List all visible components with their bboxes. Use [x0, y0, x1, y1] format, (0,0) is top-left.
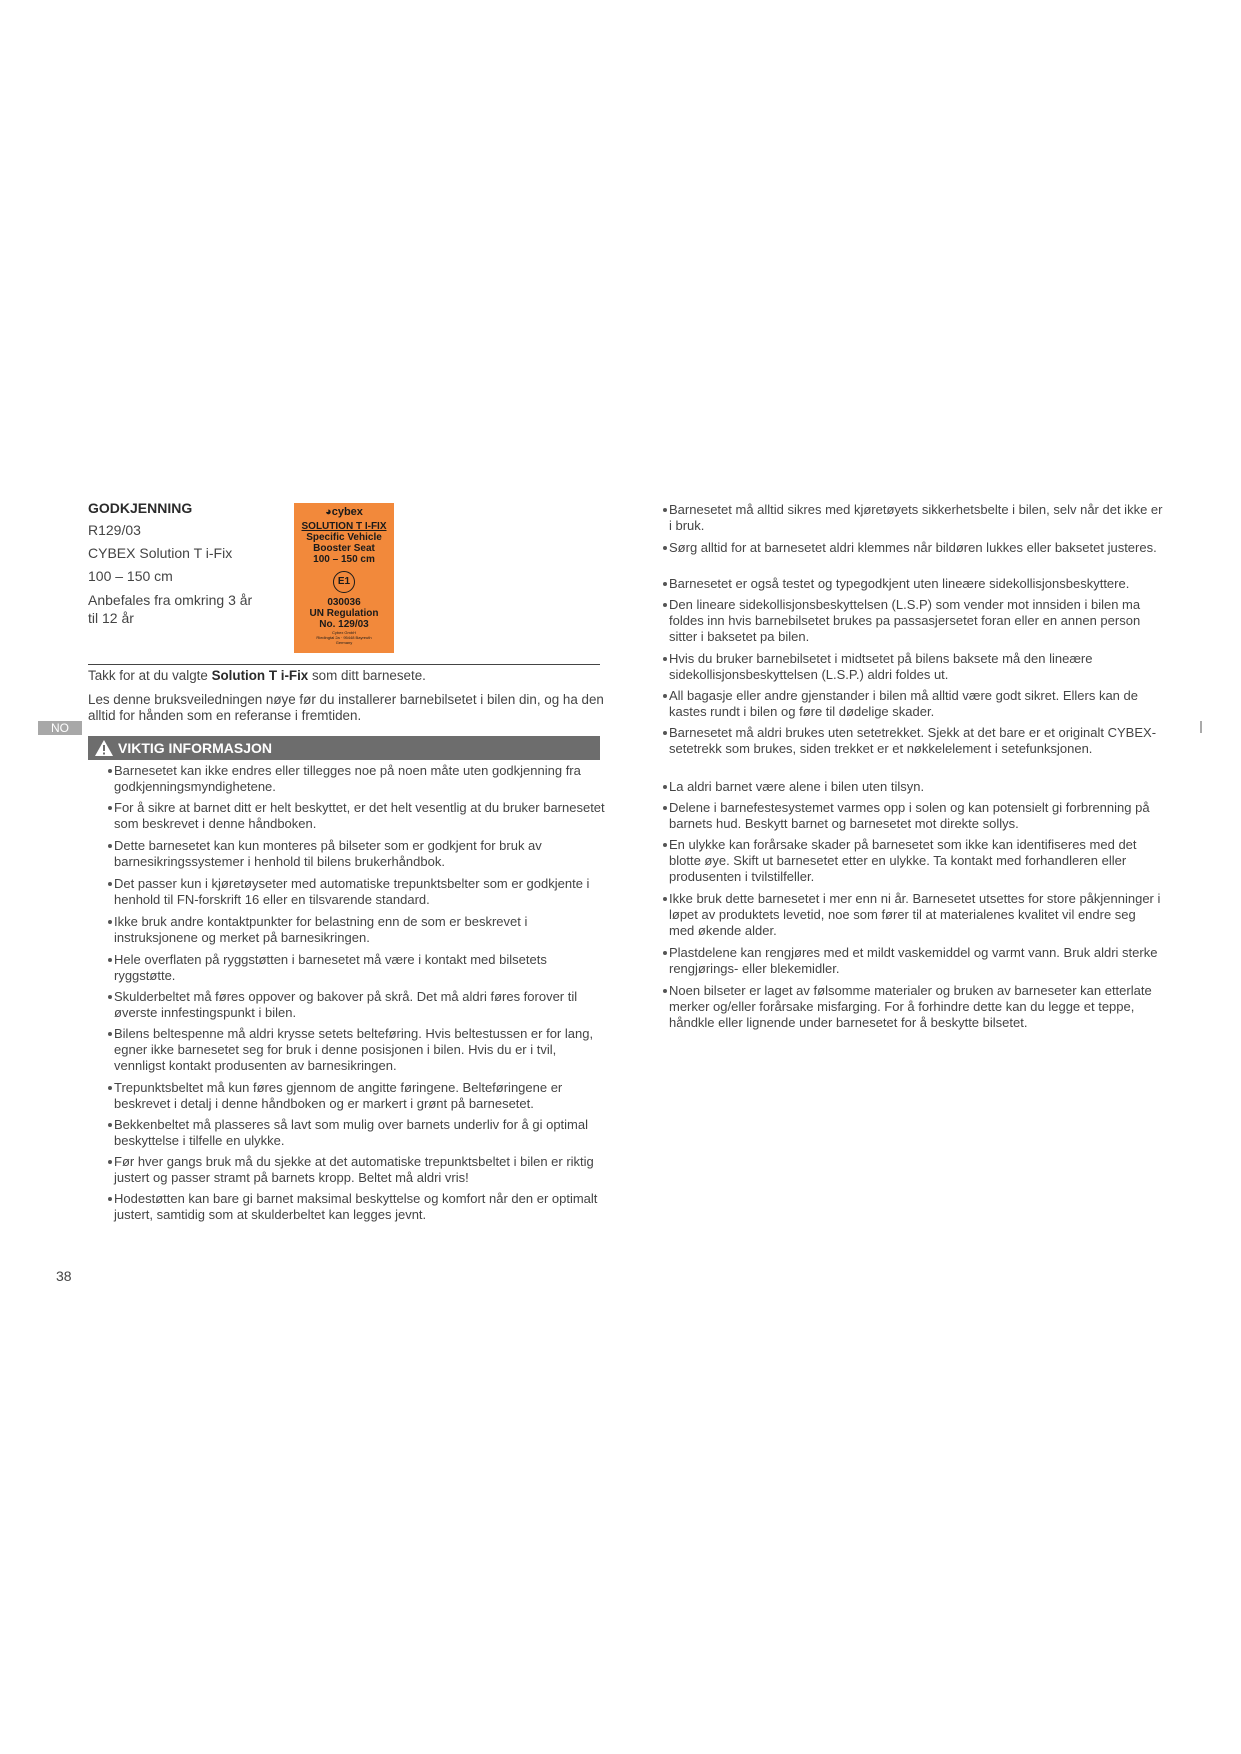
list-item: Plastdelene kan rengjøres med et mildt vaskemiddel og varmt vann. Bruk aldri sterke rengjørings- eller blekemidler. — [663, 945, 1163, 977]
label-line2: Booster Seat — [313, 543, 375, 554]
intro-product-name: Solution T i-Fix — [211, 668, 309, 683]
intro-thanks-suffix: som ditt barnesete. — [308, 668, 426, 683]
list-item: Den lineare sidekollisjonsbeskyttelsen (L.S.P) som vender mot innsiden i bilen ma foldes inn hvis barnebilsetet brukes pa passasjersetet foran eller en annen person sitter i baksetet pa bilen. — [663, 597, 1163, 645]
list-item: Ikke bruk dette barnesetet i mer enn ni år. Barnesetet utsettes for store påkjenninger i løpet av produktets levetid, noe som fører til at materialenes kvalitet vil endre seg med økende alder. — [663, 891, 1163, 939]
list-item: Hvis du bruker barnebilsetet i midtsetet på bilens baksete må den lineære sidekollisjonsbeskyttelsen (L.S.P.) aldri foldes ut. — [663, 651, 1163, 683]
label-regulation-line1: UN Regulation — [309, 608, 379, 619]
list-item: Barnesetet kan ikke endres eller tillegges noe på noen måte uten godkjenning fra godkjenningsmyndighetene. — [108, 763, 608, 795]
list-item: Bilens beltespenne må aldri krysse setets belteføring. Hvis beltestussen er for lang, egner ikke barnesetet seg for bruk i denne posisjonen i bilen. Hvis du er i tvil, vennligst kontakt produsenten av barnesikringen. — [108, 1026, 608, 1074]
list-item: Barnesetet er også testet og typegodkjent uten lineære sidekollisjonsbeskyttere. — [663, 576, 1163, 592]
e1-approval-mark: E1 — [333, 571, 355, 593]
label-regulation-line2: No. 129/03 — [319, 619, 369, 630]
intro-thanks — [88, 668, 608, 684]
warning-triangle-icon — [94, 739, 114, 764]
approval-recommended-age: Anbefales fra omkring 3 år til 12 år — [88, 592, 253, 626]
intro-thanks-prefix: Takk for at du valgte — [88, 668, 212, 683]
list-item: Delene i barnefestesystemet varmes opp i solen og kan potensielt gi forbrenning på barnets hud. Beskytt barnet og barnesetet mot direkte sollys. — [663, 800, 1163, 832]
intro-read-instructions: Les denne bruksveiledningen nøye før du installerer barnebilsetet i bilen din, og ha den alltid for hånden som en referanse i fremtiden. — [88, 692, 604, 723]
label-fine-print-1: Cybex GmbH — [331, 630, 356, 635]
language-tab: NO — [38, 721, 82, 735]
list-item: All bagasje eller andre gjenstander i bilen må alltid være godt sikret. Ellers kan de kastes rundt i bilen og føre til dødelige skader. — [663, 688, 1163, 720]
list-item: Før hver gangs bruk må du sjekke at det automatiske trepunktsbeltet i bilen er riktig justert og passer stramt på barnets kropp. Beltet må aldri vris! — [108, 1154, 608, 1186]
edge-marker — [1200, 721, 1202, 733]
list-item: Barnesetet må aldri brukes uten setetrekket. Sjekk at det bare er et originalt CYBEX-setetrekk som brukes, siden trekket er et nøkkelelement i setefunksjonen. — [663, 725, 1163, 757]
label-fine-print-3: Germany — [335, 640, 353, 645]
list-item: Bekkenbeltet må plasseres så lavt som mulig over barnets underliv for å gi optimal beskyttelse i tilfelle en ulykke. — [108, 1117, 608, 1149]
list-item: Dette barnesetet kan kun monteres på bilseter som er godkjent for bruk av barnesikringssystemer i henhold til bilens brukerhåndbok. — [108, 838, 608, 870]
label-fine-print-2: Riedingtal 2a · 95448 Bayreuth — [316, 635, 372, 640]
approval-label — [294, 503, 394, 653]
list-item: Hele overflaten på ryggstøtten i barnesetet må være i kontakt med bilsetets ryggstøtte. — [108, 952, 608, 984]
label-brand: ◕cybex — [325, 506, 363, 518]
list-item: Skulderbeltet må føres oppover og bakover på skrå. Det må aldri føres forover til øverste innfestingspunkt i bilen. — [108, 989, 608, 1021]
list-item: Sørg alltid for at barnesetet aldri klemmes når bildøren lukkes eller baksetet justeres. — [663, 540, 1163, 556]
list-item: Hodestøtten kan bare gi barnet maksimal beskyttelse og komfort når den er optimalt justert, samtidig som at skulderbeltet kan legges jevnt. — [108, 1191, 608, 1223]
list-item: Barnesetet må alltid sikres med kjøretøyets sikkerhetsbelte i bilen, selv når det ikke er i bruk. — [663, 502, 1163, 534]
label-line1: Specific Vehicle — [306, 532, 382, 543]
list-item: Det passer kun i kjøretøyseter med automatiske trepunktsbelter som er godkjente i henhold til FN-forskrift 16 eller en tilsvarende standard. — [108, 876, 608, 908]
list-item: Trepunktsbeltet må kun føres gjennom de angitte føringene. Belteføringene er beskrevet i detalj i denne håndboken og er markert i grønt på barnesetet. — [108, 1080, 608, 1112]
divider — [88, 664, 600, 665]
page-number: 38 — [56, 1268, 72, 1284]
label-approval-number: 030036 — [327, 597, 361, 608]
list-item: Ikke bruk andre kontaktpunkter for belastning enn de som er beskrevet i instruksjonene og merket på barnesikringen. — [108, 914, 608, 946]
approval-title: GODKJENNING — [88, 500, 193, 516]
list-item: En ulykke kan forårsake skader på barnesetet som ikke kan identifiseres med det blotte øye. Skift ut barnesetet etter en ulykke. Ta kontakt med forhandleren eller produsenten i tvilstilfeller. — [663, 837, 1163, 885]
approval-height-range: 100 – 150 cm — [88, 568, 173, 584]
approval-product: CYBEX Solution T i-Fix — [88, 545, 233, 561]
list-item: For å sikre at barnet ditt er helt beskyttet, er det helt vesentlig at du bruker barnesetet som beskrevet i denne håndboken. — [108, 800, 608, 832]
section-title: VIKTIG INFORMASJON — [118, 740, 273, 756]
list-item: Noen bilseter er laget av følsomme materialer og bruken av barneseter kan etterlate merker og/eller forårsake misfarging. For å forhindre dette kan du legge et teppe, håndkle eller lignende under barnesetet for å beskytte bilsetet. — [663, 983, 1163, 1031]
approval-regulation: R129/03 — [88, 522, 141, 538]
label-product: SOLUTION T I-FIX — [301, 521, 387, 532]
label-range: 100 – 150 cm — [313, 554, 375, 565]
list-item: La aldri barnet være alene i bilen uten tilsyn. — [663, 779, 1163, 795]
section-header-important-info — [88, 736, 600, 760]
